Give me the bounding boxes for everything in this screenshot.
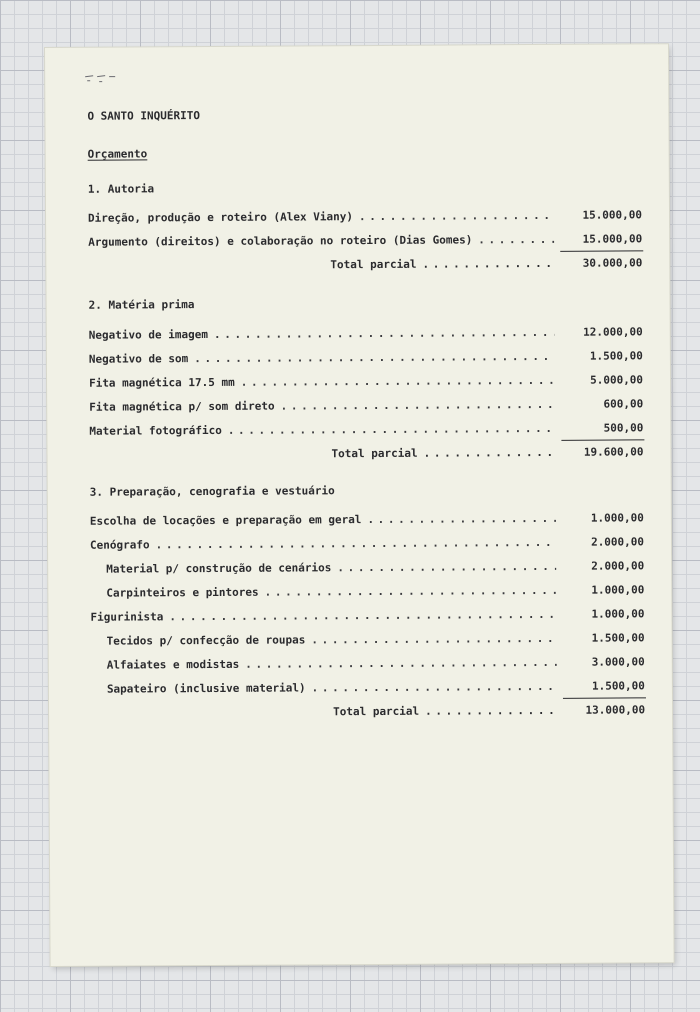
leader-dots xyxy=(312,680,557,694)
line-amount: 15.000,00 xyxy=(582,232,643,246)
budget-line xyxy=(90,607,644,626)
line-amount: 1.000,00 xyxy=(590,511,644,525)
line-label: Alfaiates e modistas xyxy=(106,657,240,672)
line-label: Negativo de som xyxy=(88,352,189,366)
line-amount: 1.500,00 xyxy=(589,349,643,363)
leader-dots xyxy=(281,398,556,413)
line-label: Carpinteiros e pintores xyxy=(106,585,259,600)
subtotal-label: Total parcial xyxy=(330,257,417,272)
line-amount: 15.000,00 xyxy=(582,208,643,222)
document-heading: Orçamento xyxy=(87,147,148,161)
leader-dots xyxy=(367,512,556,526)
document-title: O SANTO INQUÉRITO xyxy=(87,109,201,123)
line-amount: 3.000,00 xyxy=(591,655,645,669)
budget-line xyxy=(90,535,644,554)
leader-dots xyxy=(228,422,556,437)
line-label: Figurinista xyxy=(90,610,164,624)
leader-dots xyxy=(337,560,556,574)
line-label: Direção, produção e roteiro (Alex Viany) xyxy=(88,210,353,225)
leader-dots xyxy=(425,704,557,718)
leader-dots xyxy=(245,656,557,671)
leader-dots xyxy=(214,326,555,341)
line-label: Fita magnética p/ som direto xyxy=(89,399,275,414)
budget-line xyxy=(89,349,643,368)
line-label: Argumento (direitos) e colaboração no roteiro (Dias Gomes) xyxy=(88,233,473,249)
leader-dots xyxy=(241,374,555,389)
line-amount: 5.000,00 xyxy=(590,373,644,387)
line-label: Cenógrafo xyxy=(89,538,150,552)
leader-dots xyxy=(265,584,557,599)
budget-subline xyxy=(106,583,644,602)
subtotal-amount: 30.000,00 xyxy=(582,256,643,270)
line-amount: 2.000,00 xyxy=(591,535,645,549)
subtotal-line xyxy=(330,256,642,274)
budget-line xyxy=(90,511,644,530)
budget-document xyxy=(45,44,674,966)
leader-dots xyxy=(478,233,554,246)
line-amount: 1.500,00 xyxy=(591,631,645,645)
leader-dots xyxy=(311,632,556,646)
line-amount: 12.000,00 xyxy=(583,325,643,339)
budget-line xyxy=(89,373,643,392)
section-title: 3. Preparação, cenografia e vestuário xyxy=(89,484,335,499)
subtotal-label: Total parcial xyxy=(331,446,418,461)
leader-dots xyxy=(194,350,555,365)
line-amount: 1.000,00 xyxy=(591,607,645,621)
budget-subline xyxy=(107,679,645,698)
line-label: Sapateiro (inclusive material) xyxy=(106,681,306,696)
paper-sheet xyxy=(45,44,674,966)
budget-line xyxy=(89,421,643,440)
section-title: 2. Matéria prima xyxy=(88,298,195,312)
budget-subline xyxy=(106,559,644,578)
subtotal-label: Total parcial xyxy=(333,704,420,719)
line-label: Material fotográfico xyxy=(89,423,222,438)
leader-dots xyxy=(422,257,554,271)
budget-line xyxy=(88,208,642,227)
leader-dots xyxy=(156,536,556,551)
subtotal-rule xyxy=(563,697,646,699)
subtotal-rule xyxy=(561,439,644,441)
line-label: Tecidos p/ confecção de roupas xyxy=(106,633,306,648)
line-label: Escolha de locações e preparação em geral xyxy=(89,513,362,528)
leader-dots xyxy=(424,446,556,460)
section-title: 1. Autoria xyxy=(87,182,155,196)
budget-subline xyxy=(107,655,645,674)
budget-line xyxy=(89,397,643,416)
subtotal-amount: 19.600,00 xyxy=(583,445,644,459)
handwritten-mark xyxy=(83,72,119,86)
line-amount: 2.000,00 xyxy=(591,559,645,573)
line-amount: 1.500,00 xyxy=(591,679,645,693)
subtotal-rule xyxy=(560,250,643,252)
line-amount: 1.000,00 xyxy=(591,583,645,597)
subtotal-line xyxy=(331,445,643,463)
budget-subline xyxy=(107,631,645,650)
line-amount: 500,00 xyxy=(603,421,644,435)
subtotal-line xyxy=(333,703,645,721)
line-label: Negativo de imagem xyxy=(88,328,209,342)
line-amount: 600,00 xyxy=(603,397,644,411)
line-label: Material p/ construção de cenários xyxy=(106,561,332,576)
leader-dots xyxy=(359,209,554,223)
budget-line xyxy=(88,232,642,251)
budget-line xyxy=(89,325,643,344)
leader-dots xyxy=(169,608,556,623)
line-label: Fita magnética 17.5 mm xyxy=(89,375,235,390)
subtotal-amount: 13.000,00 xyxy=(585,703,646,717)
